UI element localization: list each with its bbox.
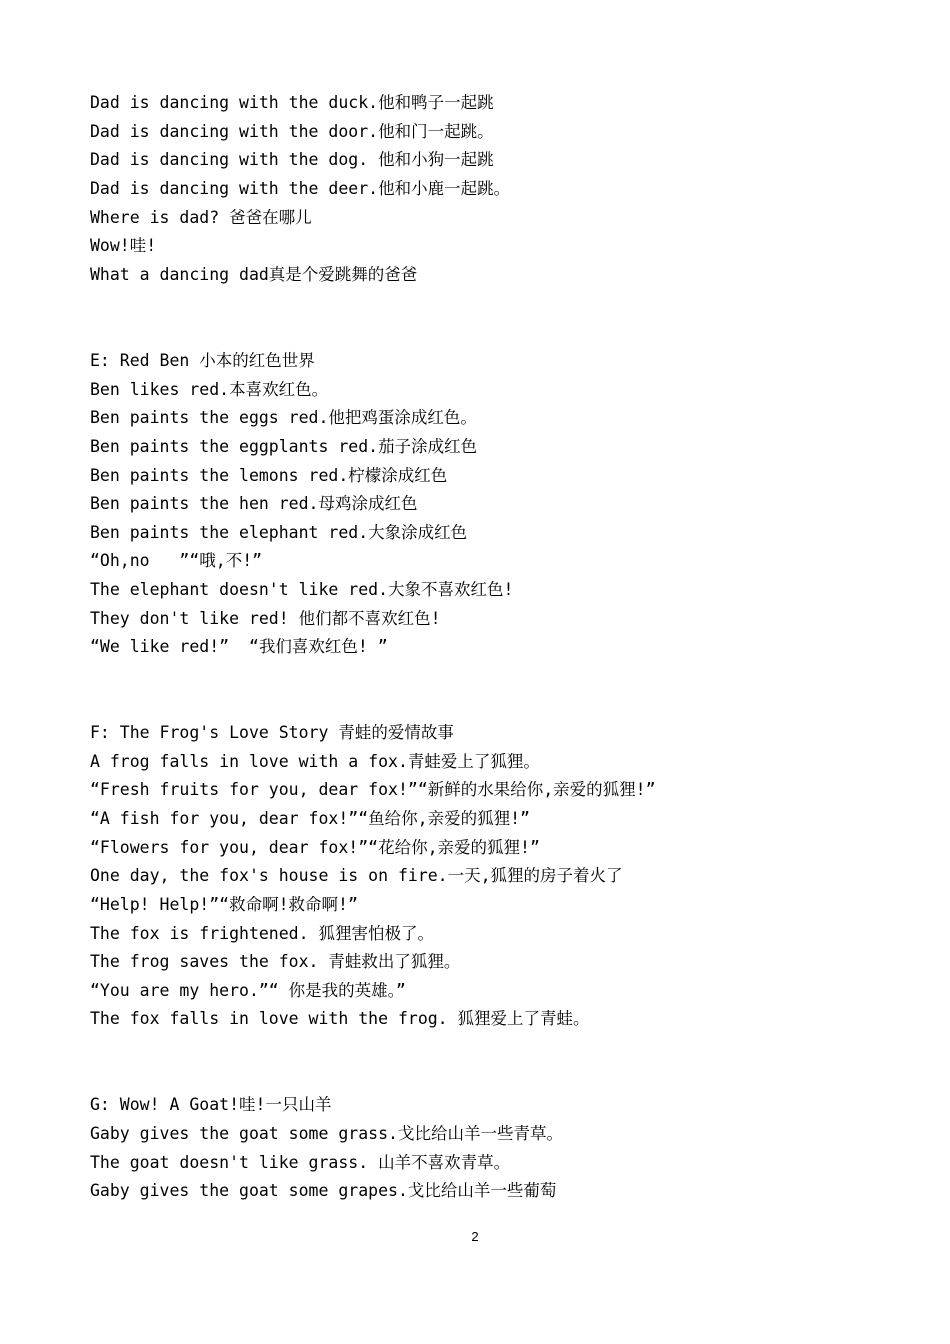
text-line: Where is dad? 爸爸在哪儿 (90, 208, 312, 227)
text-line: Ben paints the eggplants red.茄子涂成红色 (90, 437, 478, 456)
text-line: The goat doesn't like grass. 山羊不喜欢青草。 (90, 1153, 511, 1172)
page-number: 2 (471, 1229, 479, 1244)
text-line: Ben paints the eggs red.他把鸡蛋涂成红色。 (90, 408, 477, 427)
text-line: Dad is dancing with the duck.他和鸭子一起跳 (90, 93, 494, 112)
text-line: “A fish for you, dear fox!”“鱼给你,亲爱的狐狸!” (90, 809, 530, 828)
text-line: One day, the fox's house is on fire.一天,狐狸的房子着火了 (90, 866, 623, 885)
text-line: Dad is dancing with the dog. 他和小狗一起跳 (90, 150, 494, 169)
text-line: “Help! Help!”“救命啊!救命啊!” (90, 895, 358, 914)
section-heading: F: The Frog's Love Story 青蛙的爱情故事 (90, 723, 454, 742)
text-line: “You are my hero.”“ 你是我的英雄。” (90, 981, 406, 1000)
text-line: “Flowers for you, dear fox!”“花给你,亲爱的狐狸!” (90, 838, 540, 857)
text-line: Ben likes red.本喜欢红色。 (90, 380, 329, 399)
section-heading: G: Wow! A Goat!哇!一只山羊 (90, 1095, 332, 1114)
text-line: Dad is dancing with the deer.他和小鹿一起跳。 (90, 179, 511, 198)
text-line: Ben paints the elephant red.大象涂成红色 (90, 523, 468, 542)
text-line: The fox is frightened. 狐狸害怕极了。 (90, 924, 434, 943)
text-line: The frog saves the fox. 青蛙救出了狐狸。 (90, 952, 461, 971)
text-line: Gaby gives the goat some grass.戈比给山羊一些青草。 (90, 1124, 563, 1143)
text-line: “We like red!” “我们喜欢红色! ” (90, 637, 388, 656)
text-line: The elephant doesn't like red.大象不喜欢红色! (90, 580, 514, 599)
text-line: Wow!哇! (90, 236, 157, 255)
text-line: “Fresh fruits for you, dear fox!”“新鲜的水果给你,亲爱的狐狸!” (90, 780, 656, 799)
text-line: What a dancing dad真是个爱跳舞的爸爸 (90, 265, 418, 284)
text-line: Ben paints the lemons red.柠檬涂成红色 (90, 466, 448, 485)
text-line: Dad is dancing with the door.他和门一起跳。 (90, 122, 494, 141)
text-line: Ben paints the hen red.母鸡涂成红色 (90, 494, 418, 513)
text-line: “Oh,no ”“哦,不!” (90, 551, 263, 570)
section-heading: E: Red Ben 小本的红色世界 (90, 351, 315, 370)
text-line: A frog falls in love with a fox.青蛙爱上了狐狸。 (90, 752, 540, 771)
text-line: The fox falls in love with the frog. 狐狸爱上了青蛙。 (90, 1009, 590, 1028)
text-line: Gaby gives the goat some grapes.戈比给山羊一些葡萄 (90, 1181, 557, 1200)
text-line: They don't like red! 他们都不喜欢红色! (90, 609, 441, 628)
